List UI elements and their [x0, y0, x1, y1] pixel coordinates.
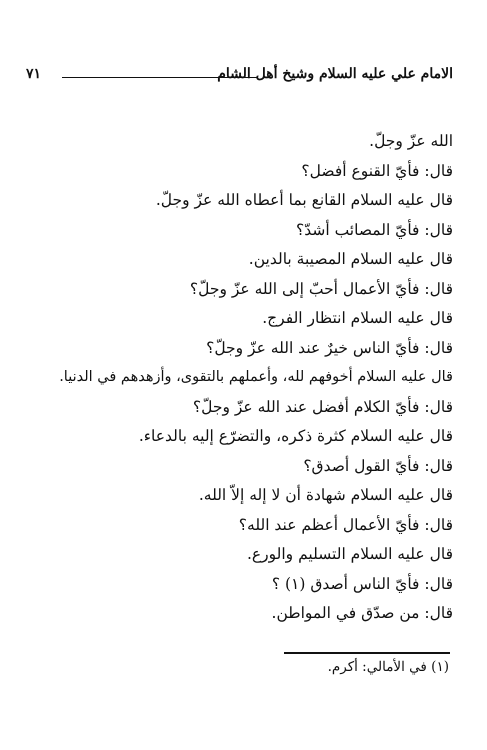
text-line: قال: فأيّ الأعمال أعظم عند الله؟ — [238, 515, 453, 534]
text-line: قال: فأيّ المصائب أشدّ؟ — [295, 220, 453, 239]
text-line: قال: فأيّ القنوع أفضل؟ — [301, 161, 453, 180]
footnote: (١) في الأمالي: أكرم. — [327, 659, 449, 675]
footnote-separator — [284, 652, 450, 654]
text-line: قال عليه السلام أخوفهم لله، وأعملهم بالتقوى، وأزهدهم في الدنيا. — [59, 369, 453, 385]
text-line: قال: فأيّ الناس خيرٌ عند الله عزّ وجلّ؟ — [206, 338, 453, 357]
text-line: الله عزّ وجلّ. — [369, 132, 453, 150]
text-line: قال عليه السلام المصيبة بالدين. — [248, 250, 453, 268]
text-line: قال: فأيّ الكلام أفضل عند الله عزّ وجلّ؟ — [192, 397, 453, 416]
text-line: قال عليه السلام انتظار الفرج. — [262, 309, 453, 327]
header-title: الامام علي عليه السلام وشيخ أهل الشام — [217, 66, 453, 82]
running-header — [26, 66, 453, 88]
text-line: قال: فأيّ الأعمال أحبّ إلى الله عزّ وجلّ؟ — [189, 279, 453, 298]
text-line: قال: من صدّق في المواطن. — [271, 604, 453, 622]
page-body — [33, 127, 453, 629]
page-number: ٧١ — [26, 66, 42, 82]
text-line: قال عليه السلام كثرة ذكره، والتضرّع إليه بالدعاء. — [138, 427, 453, 445]
text-line: قال عليه السلام شهادة أن لا إله إلاّ الله. — [198, 486, 453, 504]
text-line: قال: فأيّ الناس أصدق (١) ؟ — [271, 574, 453, 593]
text-line: قال: فأيّ القول أصدق؟ — [303, 456, 453, 475]
text-line: قال عليه السلام التسليم والورع. — [246, 545, 453, 563]
header-rule — [62, 77, 257, 78]
text-line: قال عليه السلام القانع بما أعطاه الله عزّ وجلّ. — [155, 191, 453, 209]
